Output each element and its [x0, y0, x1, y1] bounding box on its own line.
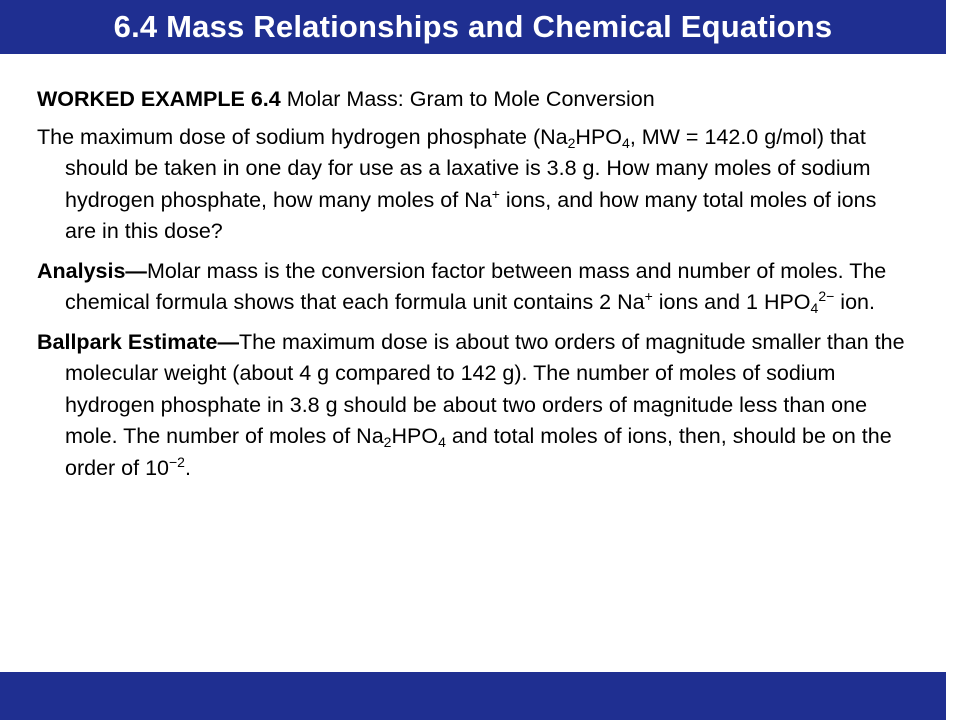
- problem-text-3: , MW = 142.0 g/mol) that should be taken in one day for use as a laxative is 3.8 g. How many moles of sodium hydrogen phosphate, how many moles of Na: [65, 124, 871, 212]
- ballpark-sub-1: 2: [383, 434, 392, 450]
- analysis-text-2: ions and 1 HPO: [652, 290, 811, 314]
- right-edge: [946, 0, 960, 720]
- analysis-sub-1: 4: [810, 300, 819, 316]
- ballpark-text-2: HPO: [391, 424, 439, 448]
- analysis-text-3: ion.: [834, 290, 875, 314]
- analysis-label: Analysis—: [37, 258, 147, 283]
- ballpark-text-1: The maximum dose is about two orders of magnitude smaller than the molecular weight (about 4 g compared to 142 g). The number of moles of sodium hydrogen phosphate in 3.8 g should be about two orders of magnitude less than one mole. The number of moles of Na: [65, 329, 905, 448]
- slide-content: [37, 84, 907, 492]
- ballpark-text-4: .: [184, 455, 191, 480]
- footer-bar: [0, 672, 946, 720]
- problem-text-2: HPO: [575, 124, 623, 149]
- analysis-sup-1: +: [644, 288, 653, 304]
- problem-text-4: ions, and how many total moles of ions are in this dose?: [65, 187, 877, 243]
- example-label: WORKED EXAMPLE 6.4: [37, 87, 281, 111]
- ballpark-sup-1: −2: [168, 453, 185, 470]
- worked-example-heading: [37, 84, 907, 116]
- problem-text-1: The maximum dose of sodium hydrogen phosphate (Na: [37, 124, 568, 149]
- ballpark-label: Ballpark Estimate—: [37, 329, 239, 354]
- title-bar: [0, 0, 946, 54]
- problem-paragraph: [37, 122, 907, 248]
- example-subtitle: Molar Mass: Gram to Mole Conversion: [286, 87, 655, 111]
- ballpark-text-3: and total moles of ions, then, should be on the order of 10: [65, 424, 892, 480]
- analysis-paragraph: [37, 256, 907, 319]
- problem-sub-1: 2: [567, 134, 576, 151]
- problem-sub-2: 4: [622, 134, 630, 151]
- slide-title: 6.4 Mass Relationships and Chemical Equations: [113, 9, 833, 44]
- ballpark-sub-2: 4: [438, 434, 446, 450]
- analysis-text-1: Molar mass is the conversion factor between mass and number of moles. The chemical formula shows that each formula unit contains 2 Na: [65, 258, 887, 314]
- analysis-sup-2: 2−: [818, 288, 835, 304]
- ballpark-paragraph: [37, 327, 907, 485]
- problem-sup-1: +: [491, 185, 500, 202]
